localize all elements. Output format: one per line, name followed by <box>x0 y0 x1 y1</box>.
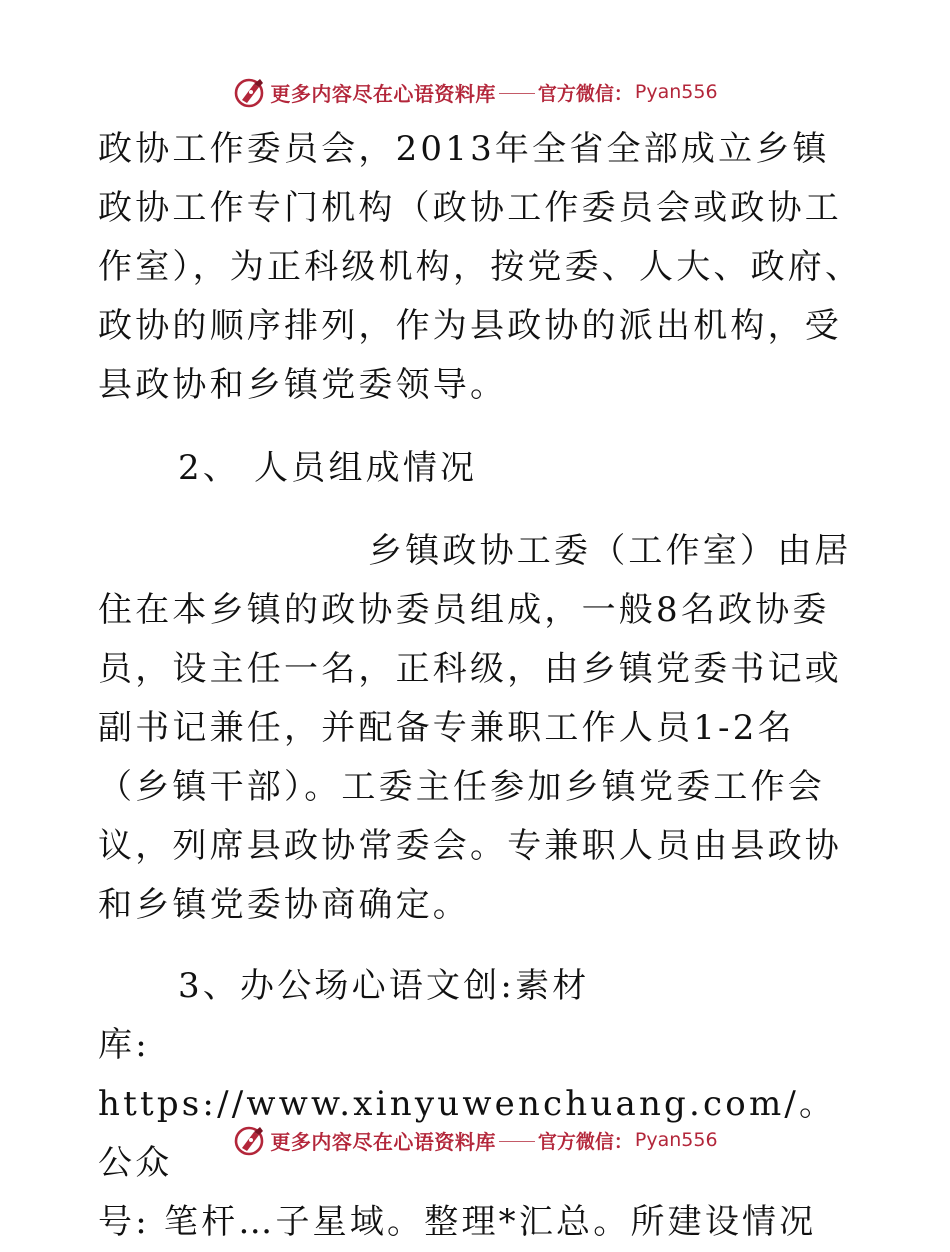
footer-banner-wechat-id: Pyan556 <box>634 1129 718 1151</box>
document-body <box>98 120 863 1252</box>
paragraph-2: 乡镇政协工委（工作室）由居住在本乡镇的政协委员组成，一般8名政协委员，设主任一名，正科级，由乡镇党委书记或副书记兼任，并配备专兼职工作人员1-2名（乡镇干部）。工委主任参加乡镇党委工作会议，列席县政协常委会。专兼职人员由县政协和乡镇党委协商确定。 <box>98 531 852 925</box>
section-heading-3: 3、办公场心语文创:素材 <box>178 966 590 1006</box>
banner-wechat-id: Pyan556 <box>634 81 718 103</box>
paragraph-1: 政协工作委员会，2013年全省全部成立乡镇政协工作专门机构（政协工作委员会或政协工作室），为正科级机构，按党委、人大、政府、政协的顺序排列，作为县政协的派出机构，受县政协和乡镇党委领导。 <box>98 129 863 405</box>
banner-dash <box>499 93 535 94</box>
banner-tagline: 官方微信： <box>537 82 633 105</box>
banner-title: 更多内容尽在心语资料库 <box>270 81 496 106</box>
gzh-line: 号: 笔杆…子星域。整理*汇总。所建设情况 <box>98 1202 817 1242</box>
section-heading-2: 2、 人员组成情况 <box>178 448 478 488</box>
footer-banner <box>0 1118 950 1162</box>
pen-nib-logo-icon <box>232 75 266 109</box>
footer-banner-title: 更多内容尽在心语资料库 <box>270 1129 496 1154</box>
pen-nib-logo-icon <box>232 1123 266 1157</box>
footer-banner-dash <box>499 1141 535 1142</box>
footer-banner-tagline: 官方微信： <box>537 1130 633 1153</box>
header-banner <box>0 70 950 114</box>
library-line: 库: https://www.xinyuwenchuang.com/。公众 <box>98 1025 837 1183</box>
